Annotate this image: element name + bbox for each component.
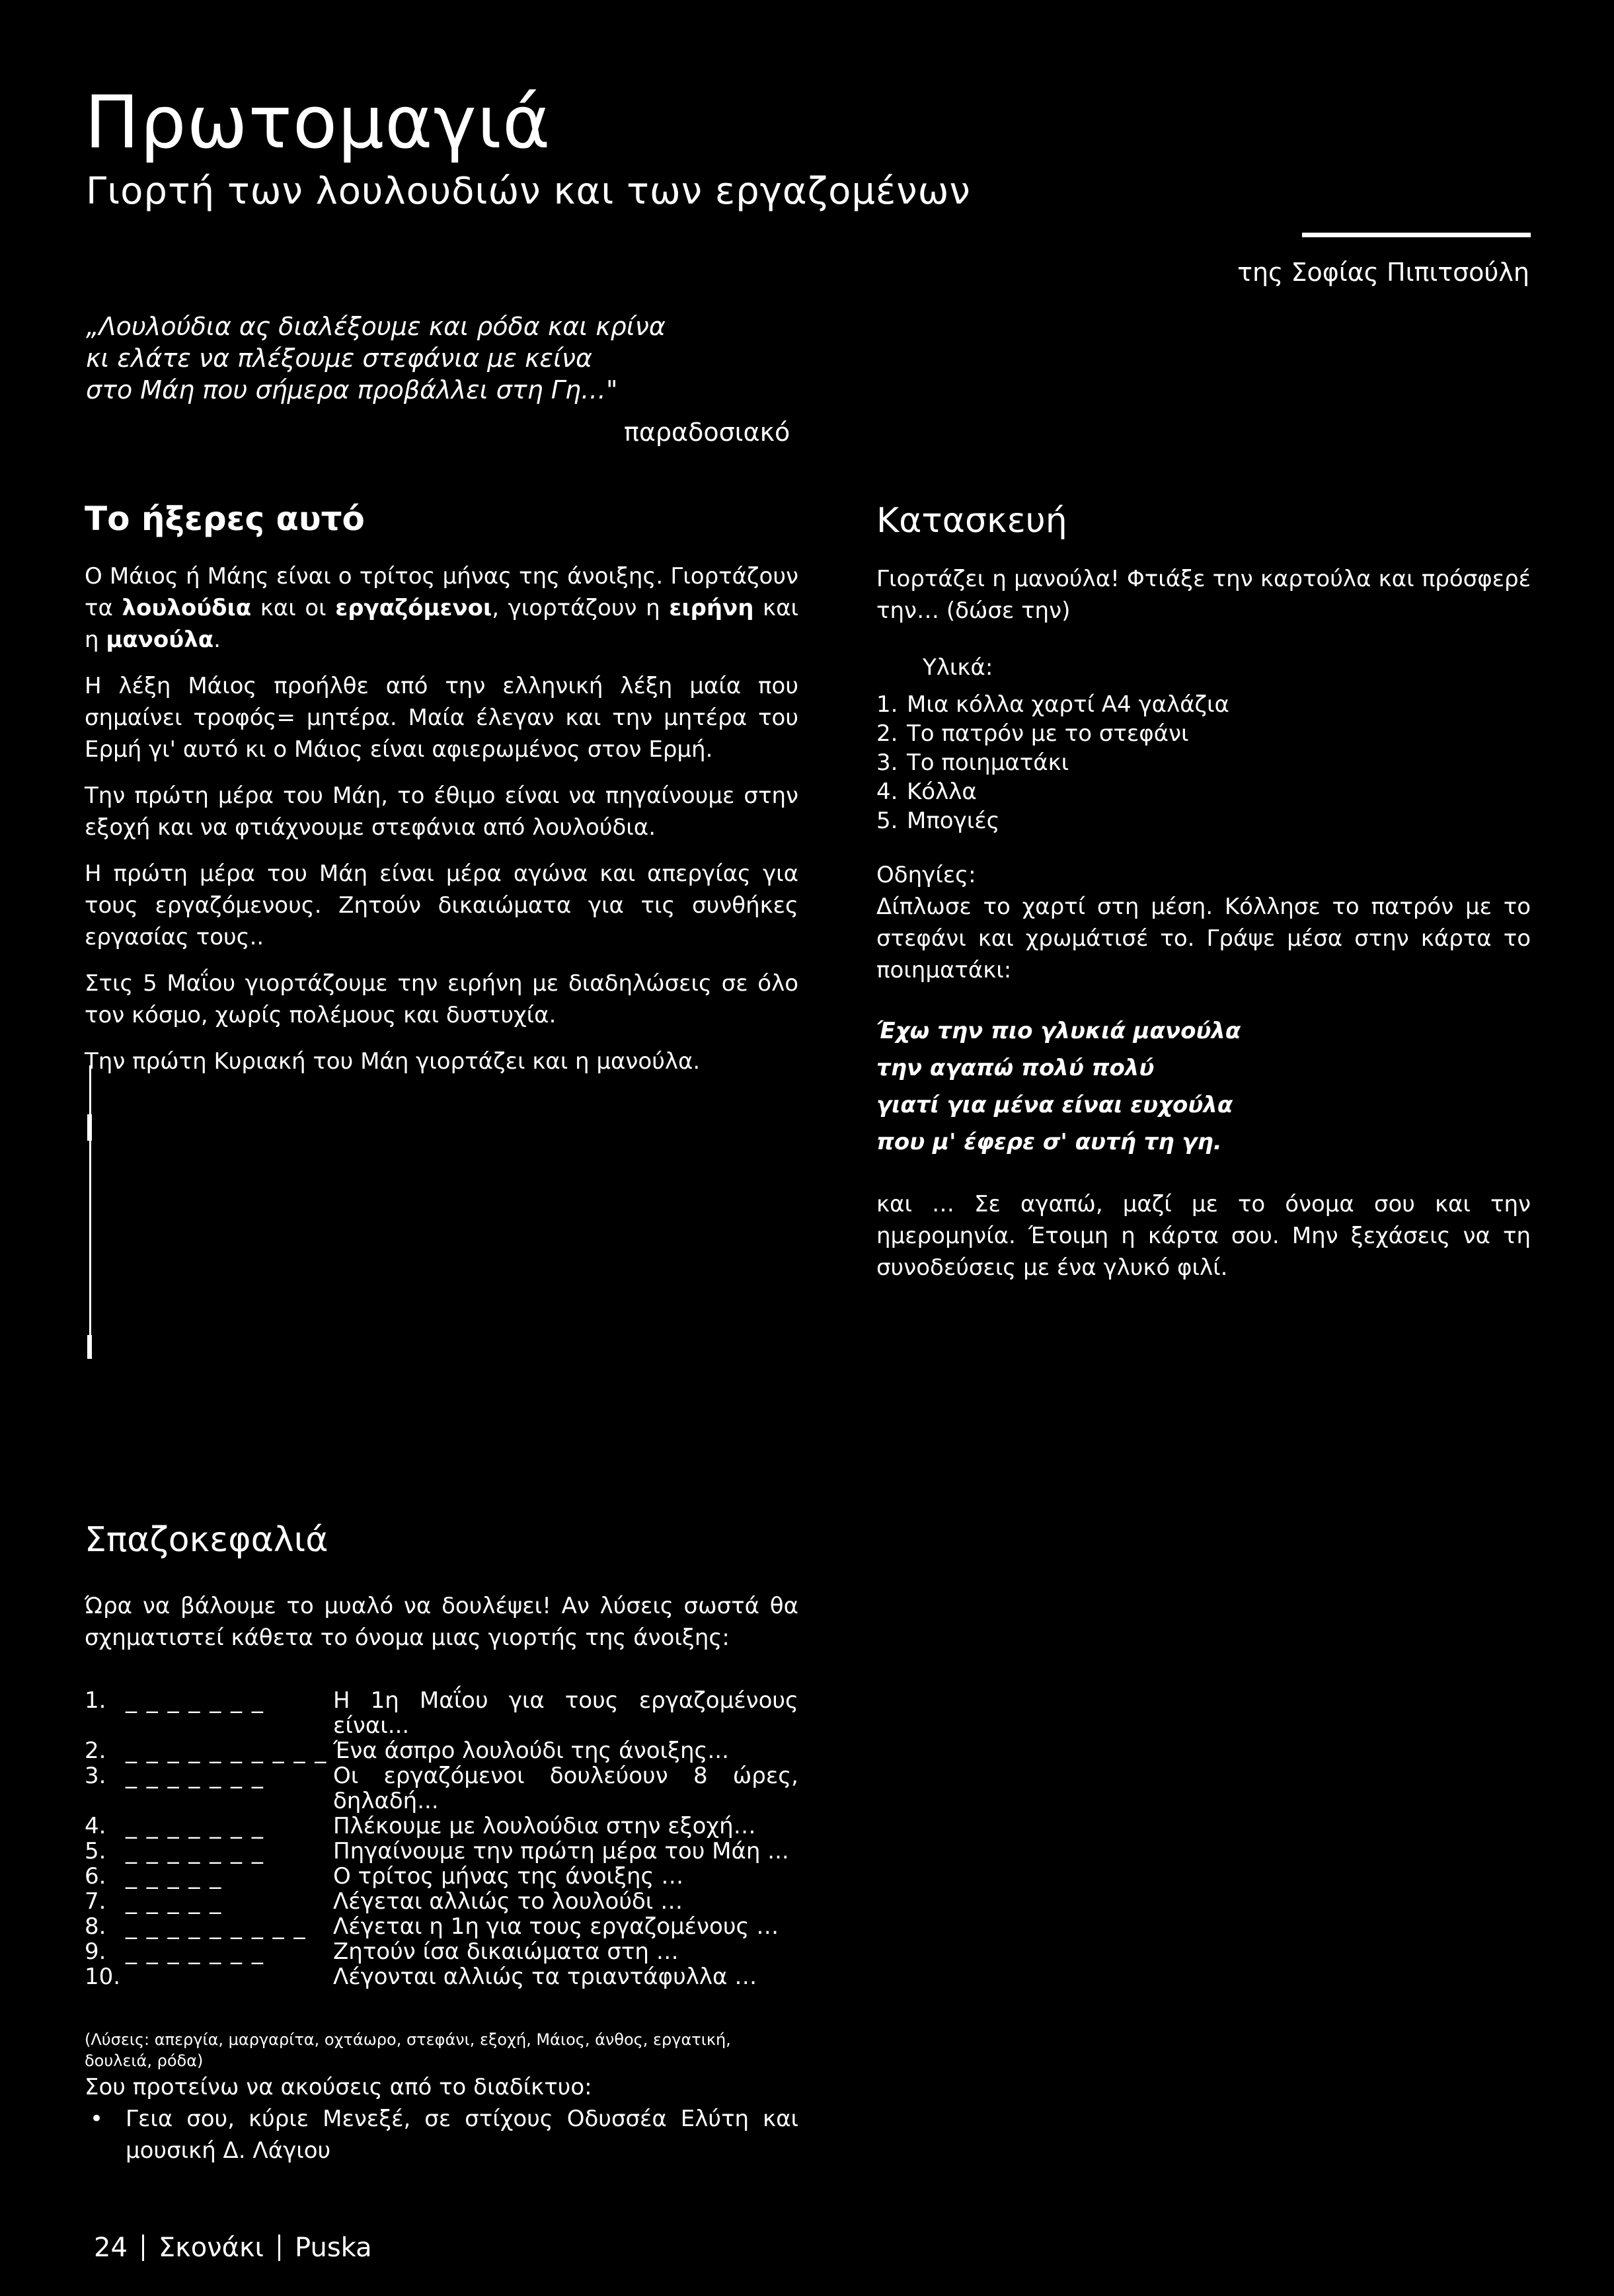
paragraph: Η πρώτη μέρα του Μάη είναι μέρα αγώνα και απεργίας για τους εργαζόμενους. Ζητούν δικαιώματα για τις συνθήκες εργασίας τους..: [85, 861, 798, 950]
puzzle-row: [85, 1914, 798, 1939]
item-number: 4.: [876, 779, 898, 805]
clue-text: Λέγεται αλλιώς το λουλούδι …: [333, 1888, 683, 1915]
materials-list: [876, 690, 1531, 835]
puzzle-section: [85, 1520, 798, 2166]
list-item: [876, 690, 1531, 719]
bold-text: μανούλα: [106, 627, 214, 653]
row-number: 4.: [85, 1813, 106, 1839]
author-rule: [1302, 233, 1531, 237]
paragraph: Σου προτείνω να ακούσεις από το διαδίκτυο:: [85, 2074, 592, 2100]
answer-blank: _ _ _ _ _ _ _: [126, 1687, 264, 1714]
item-text: Το πατρόν με το στεφάνι: [907, 720, 1189, 747]
text: και η: [85, 595, 799, 653]
item-text: Κόλλα: [907, 779, 977, 805]
page-number: 24: [94, 2233, 128, 2263]
paragraph: Γιορτάζει η μανούλα! Φτιάξε την καρτούλα και πρόσφερέ την… (δώσε την): [876, 566, 1531, 624]
solutions-note: (Λύσεις: απεργία, μαργαρίτα, οχτάωρο, στεφάνι, εξοχή, Μάιος, άνθος, εργατική, δουλειά, ρόδα): [85, 2030, 731, 2070]
clue-text: Η 1η Μαΐου για τους εργαζομένους είναι...: [333, 1687, 798, 1739]
item-number: 5.: [876, 808, 898, 834]
list-item: [876, 719, 1531, 748]
paragraph: Την πρώτη Κυριακή του Μάη γιορτάζει και η μανούλα.: [85, 1048, 701, 1075]
puzzle-row: [85, 1814, 798, 1839]
puzzle-row: [85, 1964, 798, 1989]
row-number: 8.: [85, 1913, 106, 1940]
puzzle-row: [85, 1889, 798, 1914]
answer-blank: _ _ _ _ _ _ _: [126, 1763, 264, 1789]
puzzle-row: [85, 1864, 798, 1889]
puzzle-row: [85, 1763, 798, 1814]
row-number: 10.: [85, 1964, 121, 1990]
row-number: 5.: [85, 1838, 106, 1864]
decorative-line: [87, 1114, 92, 1141]
puzzle-row: [85, 1939, 798, 1964]
instructions-label: Οδηγίες:: [876, 862, 976, 888]
decorative-line: [87, 1335, 92, 1359]
paragraph: Δίπλωσε το χαρτί στη μέση. Κόλλησε το πατρόν με το στεφάνι και χρωμάτισέ το. Γράψε μέσα στην κάρτα το ποιηματάκι:: [876, 894, 1531, 983]
did-you-know-section: [85, 502, 798, 1077]
clue-text: Πλέκουμε με λουλούδια στην εξοχή…: [333, 1813, 756, 1839]
list-item: [876, 806, 1531, 835]
row-number: 9.: [85, 1938, 106, 1965]
footer-divider: [142, 2235, 144, 2261]
list-item: [876, 777, 1531, 806]
row-number: 7.: [85, 1888, 106, 1915]
page-subtitle: Γιορτή των λουλουδιών και των εργαζομένων: [86, 170, 971, 213]
item-number: 3.: [876, 749, 898, 776]
answer-blank: _ _ _ _ _: [126, 1863, 223, 1890]
opening-poem: [86, 311, 800, 406]
item-number: 1.: [876, 691, 898, 718]
puzzle-row: [85, 1738, 798, 1763]
row-number: 3.: [85, 1763, 106, 1789]
row-number: 1.: [85, 1687, 106, 1714]
paragraph: Η λέξη Μάιος προήλθε από την ελληνική λέξη μαία που σημαίνει τροφός= μητέρα. Μαία έλεγαν και την μητέρα του Ερμή γι' αυτό κι ο Μάιος είναι αφιερωμένος στον Ερμή.: [85, 673, 798, 763]
item-text: Μια κόλλα χαρτί Α4 γαλάζια: [907, 691, 1229, 718]
poem-line: στο Μάη που σήμερα προβάλλει στη Γη…": [86, 375, 618, 404]
list-item: [85, 2103, 798, 2166]
paragraph: [85, 560, 798, 656]
text: .: [213, 627, 221, 653]
bold-text: λουλούδια: [122, 595, 252, 621]
answer-blank: _ _ _ _ _: [126, 1888, 223, 1915]
section-heading: Το ήξερες αυτό: [85, 500, 365, 538]
song-link-text: Γεια σου, κύριε Μενεξέ, σε στίχους Οδυσσέα Ελύτη και μουσική Δ. Λάγιου: [126, 2106, 798, 2164]
section-heading: Κατασκευή: [876, 501, 1067, 541]
item-text: Το ποιηματάκι: [907, 749, 1069, 776]
text: Ο Μάιος ή Μάης είναι ο τρίτος μήνας της άνοιξης. Γιορτάζουν τα: [85, 563, 798, 621]
poem-line: κι ελάτε να πλέξουμε στεφάνια με κείνα: [86, 344, 593, 373]
card-verse: [876, 1013, 1531, 1161]
puzzle-list: [85, 1688, 798, 1989]
bold-text: εργαζόμενοι: [335, 595, 492, 621]
answer-blank: _ _ _ _ _ _ _: [126, 1813, 264, 1839]
paragraph: Ώρα να βάλουμε το μυαλό να δουλέψει! Αν λύσεις σωστά θα σχηματιστεί κάθετα το όνομα μιας γιορτής της άνοιξης:: [85, 1593, 798, 1651]
paragraph: Την πρώτη μέρα του Μάη, το έθιμο είναι να πηγαίνουμε στην εξοχή και να φτιάχνουμε στεφάνια από λουλούδια.: [85, 783, 798, 841]
materials-label: Υλικά:: [923, 654, 993, 681]
answer-blank: [126, 1964, 333, 1989]
clue-text: Ο τρίτος μήνας της άνοιξης …: [333, 1863, 684, 1890]
puzzle-row: [85, 1688, 798, 1738]
verse-line: την αγαπώ πολύ πολύ: [876, 1055, 1155, 1081]
answer-blank: _ _ _ _ _ _ _: [126, 1938, 264, 1965]
poem-source: παραδοσιακό: [624, 418, 790, 447]
text: , γιορτάζουν η: [492, 595, 670, 621]
magazine-section: Σκονάκι: [158, 2233, 264, 2263]
list-item: [876, 748, 1531, 777]
page-footer: [94, 2233, 372, 2263]
clue-text: Οι εργαζόμενοι δουλεύουν 8 ώρες, δηλαδή...: [333, 1763, 798, 1814]
clue-text: Ζητούν ίσα δικαιώματα στη …: [333, 1938, 679, 1965]
verse-line: Έχω την πιο γλυκιά μανούλα: [876, 1018, 1241, 1044]
row-number: 6.: [85, 1863, 106, 1890]
paragraph: και … Σε αγαπώ, μαζί με το όνομα σου και την ημερομηνία. Έτοιμη η κάρτα σου. Μην ξεχάσεις να τη συνοδεύσεις με ένα γλυκό φιλί.: [876, 1191, 1531, 1281]
clue-text: Λέγεται η 1η για τους εργαζομένους …: [333, 1913, 779, 1940]
clue-text: Ένα άσπρο λουλούδι της άνοιξης...: [333, 1738, 729, 1764]
construction-section: [876, 501, 1531, 1283]
answer-blank: _ _ _ _ _ _ _ _ _: [126, 1913, 307, 1940]
clue-text: Πηγαίνουμε την πρώτη μέρα του Μάη ...: [333, 1838, 789, 1864]
decorative-line: [89, 1065, 93, 1356]
author-byline: της Σοφίας Πιπιτσούλη: [1237, 258, 1529, 287]
answer-blank: _ _ _ _ _ _ _ _ _ _: [126, 1738, 328, 1764]
verse-line: που μ' έφερε σ' αυτή τη γη.: [876, 1129, 1222, 1155]
text: και οι: [251, 595, 336, 621]
answer-blank: _ _ _ _ _ _ _: [126, 1838, 264, 1864]
puzzle-row: [85, 1839, 798, 1864]
paragraph: Στις 5 Μαΐου γιορτάζουμε την ειρήνη με διαδηλώσεις σε όλο τον κόσμο, χωρίς πολέμους και δυστυχία.: [85, 970, 798, 1028]
section-heading: Σπαζοκεφαλιά: [85, 1520, 328, 1560]
bullet: •: [90, 2106, 104, 2132]
bold-text: ειρήνη: [669, 595, 754, 621]
verse-line: γιατί για μένα είναι ευχούλα: [876, 1092, 1233, 1118]
row-number: 2.: [85, 1738, 106, 1764]
poem-line: „Λουλούδια ας διαλέξουμε και ρόδα και κρίνα: [86, 312, 666, 341]
clue-text: Λέγονται αλλιώς τα τριαντάφυλλα …: [333, 1964, 757, 1990]
item-text: Μπογιές: [907, 808, 1000, 834]
item-number: 2.: [876, 720, 898, 747]
page-title: Πρωτομαγιά: [85, 80, 551, 165]
footer-divider: [278, 2235, 280, 2261]
magazine-brand: Puska: [295, 2233, 372, 2263]
